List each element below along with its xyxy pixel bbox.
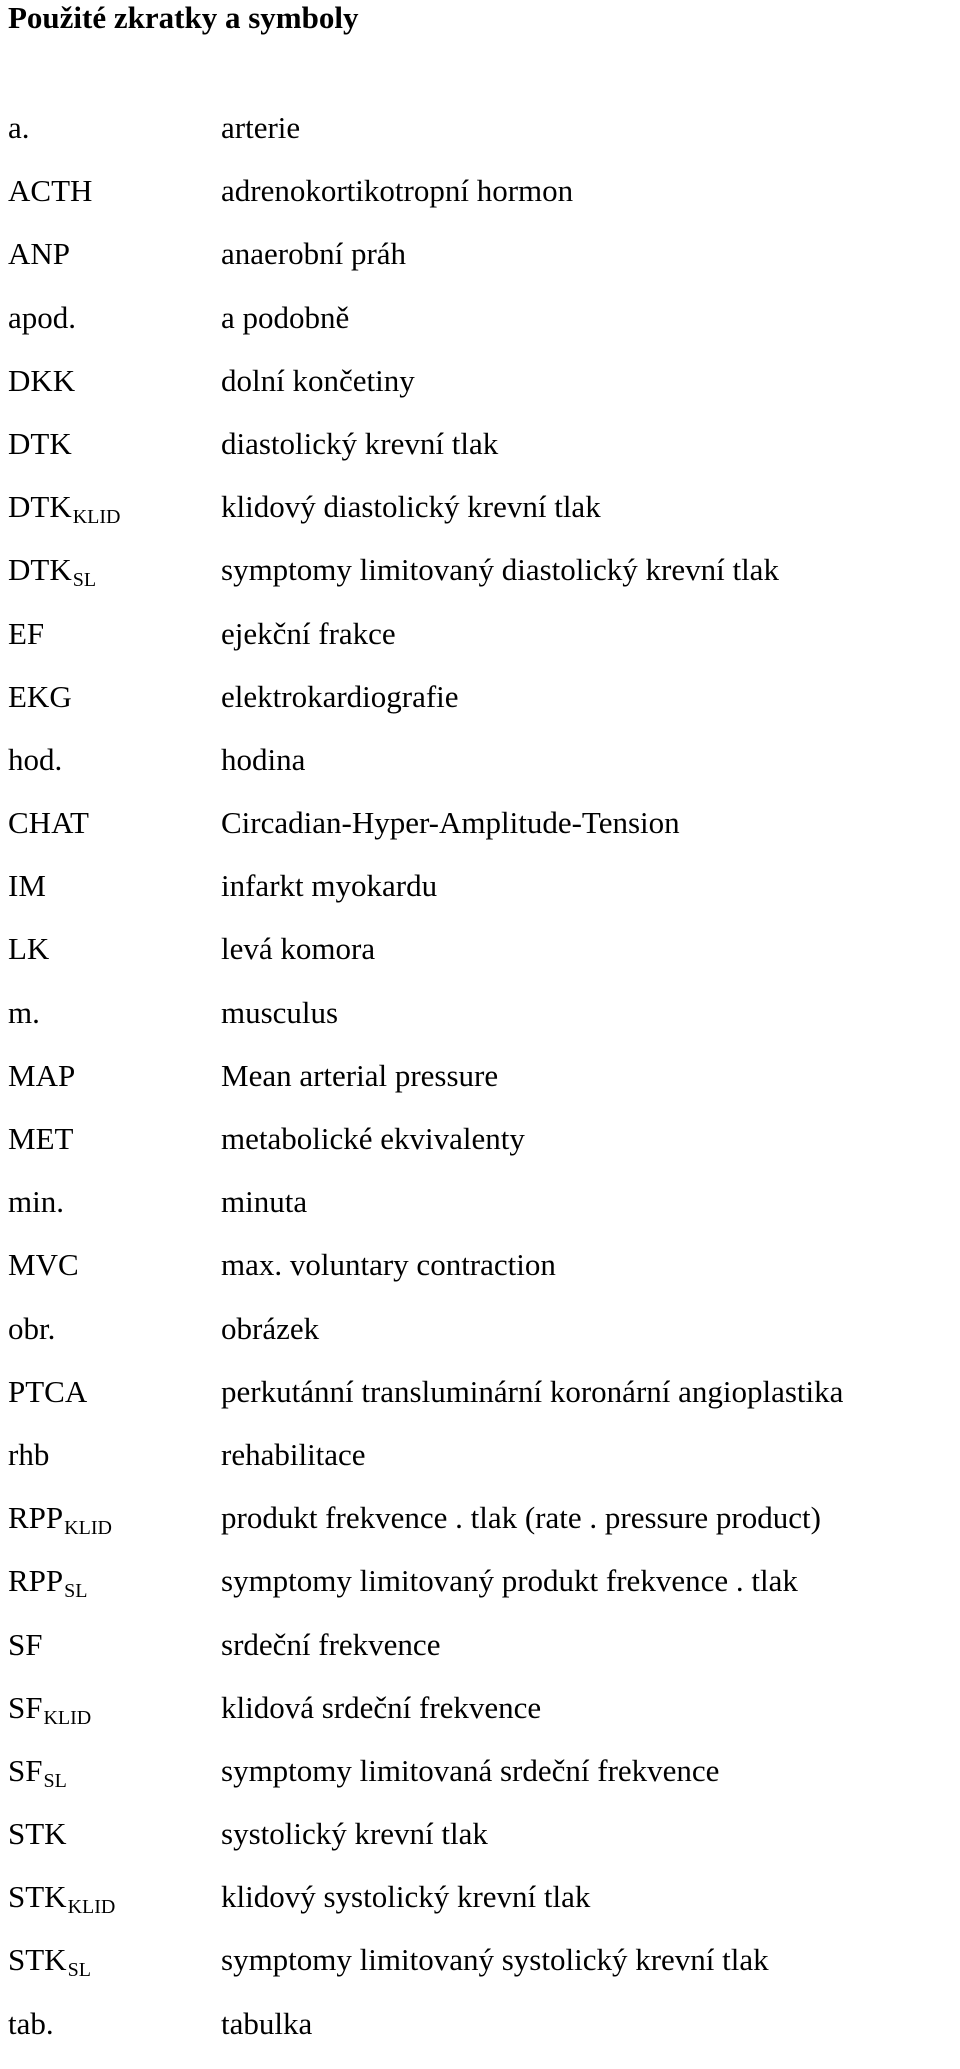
abbreviation-list [0,110,960,2069]
list-item [0,110,960,173]
abbreviation: ACTH [8,173,93,209]
list-item [0,1563,960,1626]
abbreviation-meaning: systolický krevní tlak [221,1816,488,1852]
abbreviation: $SF_{KLID}$ [8,1689,92,1729]
abbreviation: MAP [8,1057,76,1093]
abbreviation: rhb [8,1436,50,1472]
abbreviation-meaning: dolní končetiny [221,362,415,398]
abbreviation-meaning: adrenokortikotropní hormon [221,173,574,209]
abbreviation-meaning: obrázek [221,1310,320,1346]
abbreviation-meaning: symptomy limitovaný diastolický krevní tlak [221,552,779,588]
list-item [0,1437,960,1500]
abbreviation-meaning: srdeční frekvence [221,1626,441,1662]
abbreviation-meaning: metabolické ekvivalenty [221,1121,525,1156]
abbreviation: MVC [8,1247,79,1283]
abbreviation: CHAT [8,805,89,841]
abbreviation: DKK [8,362,76,398]
abbreviation-meaning: rehabilitace [221,1436,366,1472]
abbreviation: IM [8,868,46,904]
list-item [0,1942,960,2005]
abbreviation: $DTK_{SL}$ [8,552,97,592]
list-item [0,995,960,1058]
abbreviation-meaning: max. voluntary contraction [221,1247,556,1283]
abbreviation: LK [8,931,50,967]
list-item [0,742,960,805]
abbreviation-meaning: klidový diastolický krevní tlak [221,489,601,525]
abbreviation-meaning: ejekční frakce [221,615,396,651]
list-item [0,1184,960,1247]
abbreviation-meaning: klidový systolický krevní tlak [221,1879,591,1915]
abbreviation-meaning: Circadian-Hyper-Amplitude-Tension [221,805,680,841]
abbreviation: $RPP_{KLID}$ [8,1500,112,1540]
list-item [0,679,960,742]
list-item [0,489,960,552]
abbreviation: DTK [8,425,72,461]
abbreviation-meaning: hodina [221,741,306,777]
abbreviation: apod. [8,299,77,335]
list-item [0,1753,960,1816]
abbreviation: hod. [8,741,63,777]
abbreviation-meaning: produkt frekvence . tlak (rate . pressure product) [221,1500,821,1536]
list-item [0,1247,960,1310]
list-item [0,931,960,994]
list-item [0,1058,960,1121]
abbreviation-meaning: arterie [221,110,301,145]
abbreviation: $DTK_{KLID}$ [8,489,121,529]
list-item [0,616,960,679]
abbreviation: EKG [8,678,72,714]
list-item [0,236,960,299]
abbreviation: tab. [8,2005,54,2041]
list-item [0,2006,960,2069]
abbreviation: $STK_{SL}$ [8,1942,91,1982]
abbreviation-meaning: symptomy limitovaná srdeční frekvence [221,1752,720,1788]
page-title: Použité zkratky a symboly [8,0,359,35]
abbreviation: $SF_{SL}$ [8,1752,67,1792]
list-item [0,805,960,868]
abbreviation-meaning: Mean arterial pressure [221,1057,499,1093]
abbreviation-meaning: musculus [221,994,339,1030]
abbreviation: MET [8,1121,74,1156]
list-item [0,1121,960,1184]
list-item [0,1690,960,1753]
abbreviation: a. [8,110,30,145]
abbreviation: PTCA [8,1373,88,1409]
abbreviation-meaning: perkutánní transluminární koronární angioplastika [221,1373,844,1409]
abbreviation: m. [8,994,40,1030]
abbreviation: obr. [8,1310,56,1346]
abbreviation: min. [8,1184,64,1220]
abbreviation-meaning: symptomy limitovaný produkt frekvence . tlak [221,1563,798,1599]
list-item [0,300,960,363]
abbreviation-meaning: elektrokardiografie [221,678,459,714]
list-item [0,868,960,931]
abbreviation-meaning: infarkt myokardu [221,868,438,904]
abbreviation: ANP [8,236,71,272]
abbreviation-meaning: levá komora [221,931,376,967]
list-item [0,1374,960,1437]
abbreviation: $STK_{KLID}$ [8,1879,116,1919]
abbreviation-meaning: a podobně [221,299,350,335]
list-item [0,1627,960,1690]
abbreviation: EF [8,615,45,651]
list-item [0,1879,960,1942]
abbreviation-meaning: minuta [221,1184,308,1220]
list-item [0,363,960,426]
abbreviation: STK [8,1816,67,1852]
abbreviation: SF [8,1626,43,1662]
list-item [0,173,960,236]
abbreviation-meaning: tabulka [221,2005,313,2041]
list-item [0,1816,960,1879]
abbreviation: $RPP_{SL}$ [8,1563,88,1603]
list-item [0,1500,960,1563]
abbreviation-meaning: anaerobní práh [221,236,407,272]
abbreviation-meaning: klidová srdeční frekvence [221,1689,542,1725]
list-item [0,552,960,615]
list-item [0,1311,960,1374]
abbreviation-meaning: diastolický krevní tlak [221,425,499,461]
abbreviation-meaning: symptomy limitovaný systolický krevní tlak [221,1942,769,1978]
list-item [0,426,960,489]
